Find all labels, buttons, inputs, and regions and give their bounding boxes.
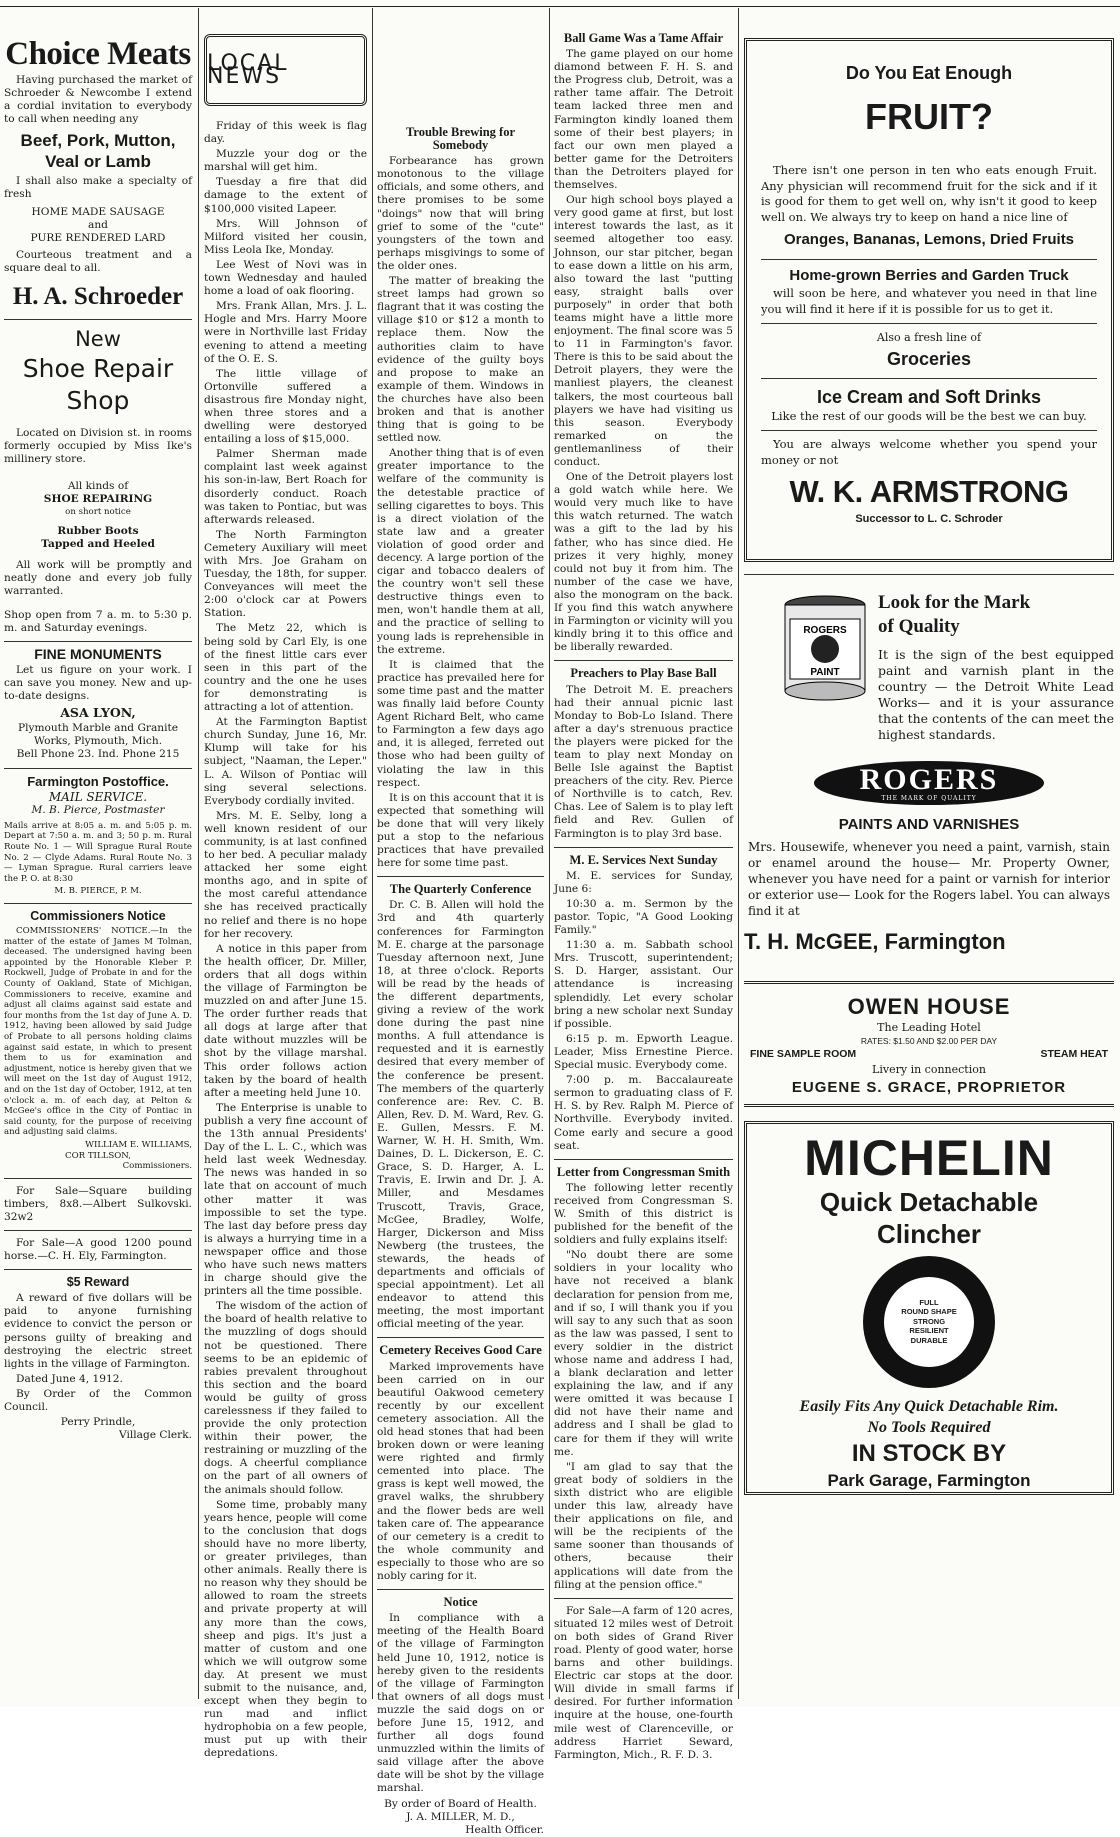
successor-line: Successor to L. C. Schroder [855, 513, 1003, 525]
trouble-paragraph: Another thing that is of even greater importance to the welfare of the community is the detestable practice of selling cigarettes to boys. This is a direct violation of the state law and a greater violation of good order and decency. A large portion of the cigar and tobacco dealers of the country won't sell these destructive things even to men, won't handle them at all, and the practice of selling to young lads is reprehensible in the extreme. [377, 447, 544, 656]
mark-text: It is the sign of the best equipped paint and varnish plant in the country — the Detroit White Lead Works— and it is your assurance that the contents of the can meet the highest standards. [878, 647, 1114, 742]
local-news-item: The wisdom of the action of the board of health relative to the muzzling of dogs should not be questioned. There seems to be an epidemic of rabies prevalent throughout this section and the board would be guilty of gross carelessness if they failed to provide the only protection within their power, the restraining or muzzling of the dogs. A cheerful compliance on the part of all owners of the animals should follow. [204, 1300, 367, 1496]
trouble-paragraph: The matter of breaking the street lamps had grown so flagrant that it was costing the village $10 or $12 a month to replace them. Now the authorities claim to have evidence of the guilty boys and propose to make an example of them. Windows in the churches have also been broken and that is another thing that is going to be settled now. [377, 275, 544, 445]
tillson-sign: COR TILLSON, [65, 1150, 131, 1161]
local-news-title: LOCAL NEWS [207, 50, 289, 89]
located-text: Located on Division st. in rooms formerly occupied by Miss Ike's millinery store. [4, 427, 192, 466]
welcome-text: You are always welcome whether you spend your money or not [761, 437, 1097, 467]
separator [554, 847, 733, 848]
letter-paragraph: "No doubt there are some soldiers in your locality who have not received a blank declaration for pension from me, and if so, I will thank you if you will say to any such that as soon as the law was passed, I sent to every soldier in the district whose name and address I had, a blank declaration and letter explaining the law, and if any were omitted it was because I did not have their name and address and I shall be glad to care for them if they will write me. [554, 1249, 733, 1458]
separator [4, 903, 192, 904]
services-paragraph: 11:30 a. m. Sabbath school Mrs. Truscott, superintendent; S. D. Harger, assistant. Our attendance is increasing splendidly. Let every scholar bring a new scholar next Sunday if possible. [554, 939, 733, 1030]
separator [377, 1589, 544, 1590]
choice-meats-ad [4, 34, 192, 313]
commissioners-text: COMMISSIONERS' NOTICE.—In the matter of the estate of James M Tolman, deceased. The undersigned having been appointed by the Honorable Kleber P. Rockwell, Judge of Probate in and for the County of Oakland, State of Michigan, Commissioners to receive, examine and adjust all claims against said estate and four months from the 1st day of June A. D. 1912, having been allowed by said Judge of Probate to all persons holding claims against said estate, in which to present them to us for examination and adjustment, notice is hereby given that we will meet on the 1st day of August 1912, and on the 1st day of October, 1912, at ten o'clock a. m. of each day, at Pelton & McGee's office in the City of Pontiac in said county, for the purpose of receiving and adjusting said claims. [4, 926, 192, 1138]
services-heading: M. E. Services Next Sunday [569, 852, 718, 867]
shoe-heading-1: New [75, 327, 121, 352]
column-rule [549, 8, 550, 1699]
column-rule [198, 8, 199, 1699]
paint-can-icon [780, 593, 870, 703]
preachers-heading: Preachers to Play Base Ball [570, 666, 717, 681]
tire-text: ROUND SHAPE [901, 1307, 957, 1317]
lard-line: PURE RENDERED LARD [30, 231, 166, 244]
reward-heading: $5 Reward [66, 1275, 130, 1290]
local-news-banner [204, 34, 367, 106]
order-text: By Order of the Common Council. [4, 1387, 192, 1413]
no-tools-line: No Tools Required [867, 1418, 991, 1436]
quick-detachable: Quick Detachable [819, 1186, 1039, 1217]
park-garage-line: Park Garage, Farmington [827, 1470, 1031, 1490]
column-5 [744, 12, 1114, 1697]
work-text: All work will be promptly and neatly done and every job fully warranted. [4, 559, 192, 598]
prindle-sign: Perry Prindle, [60, 1416, 136, 1429]
rogers-logo-text: ROGERS [859, 762, 999, 796]
reward-text: A reward of five dollars will be paid to anyone furnishing evidence to convict the person or persons guilty of breaking and destroying the electric street lights in the village of Farmington. [4, 1292, 192, 1370]
also-line: Also a fresh line of [876, 331, 982, 344]
fruit-heading: FRUIT? [865, 96, 993, 137]
rogers-ad [744, 574, 1114, 975]
paints-heading: PAINTS AND VARNISHES [838, 816, 1020, 833]
separator [4, 641, 192, 642]
phone-text: Bell Phone 23. Ind. Phone 215 [16, 748, 180, 761]
local-news-item: Friday of this week is flag day. [204, 120, 367, 146]
postoffice-heading: Farmington Postoffice. [27, 773, 169, 789]
local-news-item: Mrs. Will Johnson of Milford visited her cousin, Miss Leola Ike, Monday. [204, 217, 367, 256]
local-news-item: Muzzle your dog or the marshal will get him. [204, 148, 367, 174]
sample-room: FINE SAMPLE ROOM [750, 1047, 857, 1060]
shoe-repair-ad [4, 326, 192, 635]
column-1 [4, 12, 192, 1697]
postoffice-notice [4, 775, 192, 897]
sausage-line: HOME MADE SAUSAGE [31, 205, 165, 218]
tire-text: STRONG [912, 1316, 946, 1326]
grace-proprietor: EUGENE S. GRACE, PROPRIETOR [791, 1078, 1067, 1096]
rogers-logo-sub: THE MARK OF QUALITY [881, 794, 977, 802]
rogers-logo [814, 761, 1044, 805]
steam-heat: STEAM HEAT [1040, 1047, 1108, 1060]
separator [554, 660, 733, 661]
can-label-top: ROGERS [803, 625, 847, 636]
reward-notice [4, 1276, 192, 1442]
and-line: and [88, 218, 108, 231]
local-news-item: The little village of Ortonville suffered a disastrous fire Monday night, when three stores and a dwelling were destoryed entailing a loss of $15,000. [204, 367, 367, 446]
schroeder-name: H. A. Schroeder [12, 283, 184, 311]
tire-icon [863, 1256, 995, 1388]
mails-text: Mails arrive at 8:05 a. m. and 5:05 p. m. Depart at 7:50 a. m. and 3; 50 p. m. Rural Route No. 1 — Will Sprague Rural Route No. 2 — Clyde Adams. Rural Route No. 3 — Lyman Sprague. Rural carriers leave the P. O. at 8:30 [4, 820, 192, 884]
pierce-pm: M. B. PIERCE, P. M. [54, 886, 142, 897]
services-paragraph: 6:15 p. m. Epworth League. Leader, Miss Ernestine Pierce. Special music. Everybody come. [554, 1032, 733, 1072]
trouble-paragraph: It is on this account that it is expected that something will be done that will very likely put a stop to the nefarious practices that have prevailed here for some time past. [377, 791, 544, 870]
local-news-item: Tuesday a fire that did damage to the extent of $100,000 visited Lapeer. [204, 176, 367, 215]
local-news-item: The Enterprise is unable to publish a very fine account of the 13th annual Presidents' Day of the L. L. C., which was held last week Wednesday. The news was handed in so late that on account of much other matter it was impossible to set the type. The last day before press day is always a hurrying time in a newspaper office and those who have such news matters in charge should give the printers all the time possible. [204, 1101, 367, 1298]
letter-paragraph: The following letter recently received from Congressman S. W. Smith of this district is published for the benefit of the soldiers and fully explains itself: [554, 1181, 733, 1247]
local-news-item: Palmer Sherman made complaint last week against his son-in-law, Bert Roach for disorderly conduct. Roach was taken to Pontiac, but was afterwards released. [204, 448, 367, 526]
commissioners-heading: Commissioners Notice [30, 908, 166, 923]
commissioners-notice [4, 910, 192, 1172]
ball-game-heading: Ball Game Was a Tame Affair [563, 31, 724, 45]
separator [554, 1159, 733, 1160]
separator [554, 1598, 733, 1599]
mail-service: MAIL SERVICE. [48, 789, 148, 804]
separator [4, 319, 192, 320]
fruit-ad [744, 38, 1114, 562]
local-news-item: Mrs. M. E. Selby, long a well known resident of our community, is at last confined to her bed. A peculiar malady attacked her some eight months ago, and in spite of the most careful attendance she has received practically no relief and there is no hope for her recovery. [204, 809, 367, 940]
separator [761, 259, 1097, 260]
all-kinds: All kinds of [67, 480, 129, 493]
separator [761, 323, 1097, 324]
local-news-item: A notice in this paper from the health officer, Dr. Miller, orders that all dogs within the village of Farmington be muzzled on and after June 15. The order further reads that all dogs at large after that date without muzzles will be shot by the village marshal. This order follows action taken by the board of health after a meeting held June 10. [204, 942, 367, 1099]
separator [377, 1337, 544, 1338]
column-4 [554, 12, 733, 1761]
leading-hotel: The Leading Hotel [877, 1021, 981, 1034]
specialty-text: I shall also make a specialty of fresh [4, 175, 192, 201]
michelin-heading: MICHELIN [804, 1129, 1054, 1186]
separator [4, 1178, 192, 1179]
notice-paragraph: In compliance with a meeting of the Health Board of the village of Farmington held June 10, 1912, notice is hereby given to the residents of the village of Farmington that owners of all dogs must muzzle the said dogs on or before June 15, 1912, and further all dogs found unmuzzled within the limits of said village after the above date will be shot by the village marshal. [377, 1612, 544, 1795]
tire-text: FULL [919, 1297, 939, 1307]
separator [4, 1269, 192, 1270]
health-officer-sign: Health Officer. [465, 1823, 544, 1836]
letter-heading: Letter from Congressman Smith [556, 1164, 731, 1179]
forsale-timbers: For Sale—Square building timbers, 8x8.—Albert Sulkovski. 32w2 [4, 1184, 192, 1223]
column-rule [372, 8, 373, 1699]
fruit-question: Do You Eat Enough [845, 63, 1013, 83]
ball-paragraph: The game played on our home diamond between F. H. S. and the Progress club, Detroit, was a rather tame affair. The Detroit team lacked three men and Farmington kindly loaned them some of their best players; in fact our own men played a better game for the Detroiters than the Detroiters played for themselves. [554, 48, 733, 192]
monuments-heading: FINE MONUMENTS [34, 645, 162, 662]
separator [761, 430, 1097, 431]
berries-heading: Home-grown Berries and Garden Truck [789, 267, 1069, 284]
paints-text: Mrs. Housewife, whenever you need a paint, varnish, stain or enamel around the house— Mr. Property Owner, whenever you have need for a paint or varnish for interior or exterior use— Look for the Rogers label. You can always find it at [748, 840, 1110, 918]
ball-paragraph: One of the Detroit players lost a gold watch while here. We would very much like to have this watch returned. The watch was a gift to the lad by his father, who has since died. He prizes it very highly, money could not buy it from him. The number of the case we have, also the monogram on the back. If you find this watch anywhere in Farmington or vicinity will you kindly bring it to this office and be liberally rewarded. [554, 471, 733, 654]
works-text: Plymouth Marble and Granite Works, Plymouth, Mich. [17, 722, 179, 748]
short-notice: on short notice [65, 506, 131, 517]
postmaster: M. B. Pierce, Postmaster [31, 803, 165, 816]
berries-text: will soon be here, and whatever you need in that line you will find it here if it is possible for us to get it. [761, 286, 1097, 316]
icecream-text: Like the rest of our goods will be the best we can buy. [771, 408, 1087, 423]
ball-paragraph: Our high school boys played a very good game at first, but lost interest towards the last, as it seemed altogether too easy. Johnson, our star pitcher, began to ease down a little on his arm, also toward the last "putting easy, straight balls over purposely" in order that both teams might have a little more enjoyment. The final score was 5 to 11 in Farmington's favor. There is this to be said about the Detroit players, they were the manliest players, the cleanest talkers, the most courteous ball players we have had visiting us this season. Everybody remarked on the gentlemanliness of their conduct. [554, 194, 733, 468]
clincher-heading: Clincher [876, 1218, 982, 1249]
rates-line: RATES: $1.50 AND $2.00 PER DAY [860, 1035, 998, 1046]
column-3 [377, 12, 544, 1836]
services-paragraph: M. E. services for Sunday, June 6: [554, 869, 733, 895]
groceries-heading: Groceries [886, 348, 972, 369]
livery-line: Livery in connection [872, 1063, 986, 1076]
services-paragraph: 10:30 a. m. Sermon by the pastor. Topic, "A Good Looking Family." [554, 897, 733, 937]
local-news-item: Some time, probably many years hence, people will come to the conclusion that dogs should have no more liberty, or greater privileges, than other animals. Really there is no reason why they should be allowed to roam the streets and private property at will any more than the cows, sheep and pigs. It's just a matter of custom and one which we will outgrow some day. At present we must submit to the nuisance, and, except when they begin to run mad and inflict hydrophobia on a few people, must put up with their depredations. [204, 1498, 367, 1760]
notice-heading: Notice [443, 1595, 478, 1610]
owen-house-ad [744, 981, 1114, 1107]
cemetery-paragraph: Marked improvements have been carried on in our beautiful Oakwood cemetery recently by our excellent cemetery association. All the old head stones that had been broken down or were leaning were righted and firmly cemented into place. The grass is kept well mowed, the gravel walks, the shrubbery and the flower beds are well taken care of. The appearance of our cemetery is a credit to the whole community and especially to those who are so nobly caring for it. [377, 1360, 544, 1583]
forsale-farm: For Sale—A farm of 120 acres, situated 12 miles west of Detroit on both sides of Grand River road. Plenty of good water, horse barns and other buildings. Electric car stops at the door. Will divide in small farms if desired. For further information inquire at the house, one-fourth mile west of Clarenceville, or address Harriet Seward, Farmington, Mich., R. F. D. 3. [554, 1604, 733, 1761]
local-news-item: Lee West of Novi was in town Wednesday and hauled home a load of oak flooring. [204, 258, 367, 298]
local-news-item: At the Farmington Baptist church Sunday, June 16, Mr. Klump will take for his subject, "Naaman, the Leper." L. A. Wilson of Pontiac will sing several selections. Everybody cordially invited. [204, 716, 367, 807]
shoe-heading-3: Shop [66, 386, 130, 416]
quarterly-heading: The Quarterly Conference [389, 882, 532, 897]
in-stock-line: IN STOCK BY [851, 1439, 1007, 1467]
local-news-item: The North Farmington Cemetery Auxiliary will meet with Mrs. Joe Graham on Tuesday, the 18th, for supper. Conveyances will meet the 2:00 o'clock car at Powers Station. [204, 528, 367, 620]
owen-features [750, 1047, 1108, 1063]
monuments-text: Let us figure on your work. I can save you money. New and up-to-date designs. [4, 663, 192, 703]
local-news-item: Mrs. Frank Allan, Mrs. J. L. Hogle and Mrs. Harry Moore were in Northville last Friday evening to attend a meeting of the O. E. S. [204, 300, 367, 365]
icecream-heading: Ice Cream and Soft Drinks [816, 386, 1042, 407]
trouble-heading: Trouble Brewing for Somebody [405, 125, 516, 153]
clerk-sign: Village Clerk. [119, 1429, 192, 1442]
williams-sign: WILLIAM E. WILLIAMS, [85, 1139, 192, 1150]
owen-heading: OWEN HOUSE [847, 994, 1011, 1019]
trouble-paragraph: Forbearance has grown monotonous to the village officials, and some others, and there promises to be some "doings" now that will bring grief to some of the "cute" youngsters of the town and perhaps misgivings to some of the older ones. [377, 155, 544, 272]
fruit-text: There isn't one person in ten who eats enough Fruit. Any physician will recommend fruit for the sick and if it is good for them to get well on, why isn't it good to keep well on. We always try to keep on hand a nice line of [761, 163, 1097, 224]
cemetery-heading: Cemetery Receives Good Care [379, 1343, 542, 1358]
column-rule [738, 8, 739, 1699]
beef-heading: Beef, Pork, Mutton, Veal or Lamb [20, 131, 176, 172]
shop-open-text: Shop open from 7 a. m. to 5:30 p. m. and Saturday evenings. [4, 608, 192, 634]
choice-meats-heading: Choice Meats [5, 36, 191, 72]
separator [4, 768, 192, 769]
quarterly-paragraph: Dr. C. B. Allen will hold the 3rd and 4th quarterly conferences for Farmington M. E. charge at the parsonage Tuesday afternoon next, June 18, at three o'clock. Reports will be read by the heads of the different departments, giving a review of the work done during the past nine months. A full attendance is requested and it is earnestly desired that every member of the conference be present. The members of the quarterly conference are: Rev. C. B. Allen, Rev. D. M. Ward, Rev. G. E. Gullen, Messrs. F. M. Warner, W. H. H. Smith, Wm. Daines, D. L. Dickerson, E. C. Grace, S. D. Harger, A. L. Travis, E. Irwin and Dr. J. A. Miller, and Mesdames Truscott, Travis, Grace, McGee, Bradley, Wolfe, Harger, Dickerson and Miss Newberg (the trustees, the stewards, the heads of departments and officials of special appointment). Let all endeavor to attend this meeting, the most important official meeting of the year. [377, 899, 544, 1331]
forsale-horse: For Sale—A good 1200 pound horse.—C. H. Ely, Farmington. [4, 1236, 192, 1263]
top-rule [0, 6, 1120, 7]
tire-text: RESILIENT [909, 1326, 949, 1336]
courteous-text: Courteous treatment and a square deal to all. [4, 248, 192, 274]
column-2 [204, 12, 367, 1760]
oranges-line: Oranges, Bananas, Lemons, Dried Fruits [783, 231, 1075, 248]
letter-paragraph: "I am glad to say that the great body of soldiers in the sixth district who are eligible under this law, already have their applications on file, and will be the recipients of the same sooner than thousands of others, because their applications will date from the filing at the pension office." [554, 1460, 733, 1591]
preachers-paragraph: The Detroit M. E. preachers had their annual picnic last Monday to Bob-Lo Island. There after a day's strenuous practice the players were picked for the team to play next Monday on Belle Isle against the Baptist preachers of the city. Rev. Pierce of Northville is to catch, Rev. Chas. Lee of Salem is to play left field and Rev. Gullen of Farmington is to play 3rd base. [554, 683, 733, 840]
local-news-item: The Metz 22, which is being sold by Carl Ely, is one of the finest little cars ever seen in this part of the country and the one he uses for demonstrating is attracting a lot of attention. [204, 622, 367, 714]
tire-text: DURABLE [910, 1335, 948, 1345]
mcgee-name: T. H. McGEE, Farmington [744, 929, 1006, 954]
shoe-heading-2: Shoe Repair [22, 354, 174, 384]
fits-line: Easily Fits Any Quick Detachable Rim. [799, 1397, 1059, 1415]
trouble-paragraph: It is claimed that the practice has prevailed here for some time past and the matter was finally laid before County Agent Richard Belt, who came to Farmington a few days ago and, it is alleged, ferreted out those who had been guilty of violating the law in this respect. [377, 658, 544, 789]
separator [4, 1230, 192, 1231]
dated-text: Dated June 4, 1912. [16, 1372, 123, 1385]
tire-center [884, 1277, 974, 1367]
services-paragraph: 7:00 p. m. Baccalaureate sermon to graduating class of F. H. S. by Rev. Ralph M. Pierce of Northville. Everybody invited. Come early and secure a good seat. [554, 1074, 733, 1152]
armstrong-name: W. K. ARMSTRONG [789, 474, 1069, 509]
notice-order: By order of Board of Health. [384, 1797, 537, 1810]
michelin-ad [744, 1121, 1114, 1495]
separator [377, 876, 544, 877]
commissioners-sign: Commissioners. [122, 1161, 192, 1172]
intro-text: Having purchased the market of Schroeder & Newcombe I extend a cordial invitation to everybody to call when needing any [4, 74, 192, 126]
shoe-repairing: SHOE REPAIRING [43, 493, 153, 506]
mark-heading-1: Look for the Mark [878, 592, 1031, 613]
rubber-boots: Rubber Boots [57, 525, 139, 538]
separator [761, 378, 1097, 379]
asa-lyon: ASA LYON, [60, 705, 136, 721]
tapped-heeled: Tapped and Heeled [41, 538, 155, 551]
miller-sign: J. A. MILLER, M. D., [406, 1810, 515, 1823]
can-label-paint: PAINT [810, 667, 840, 678]
monuments-ad [4, 645, 192, 762]
mark-heading-2: of Quality [878, 616, 960, 637]
